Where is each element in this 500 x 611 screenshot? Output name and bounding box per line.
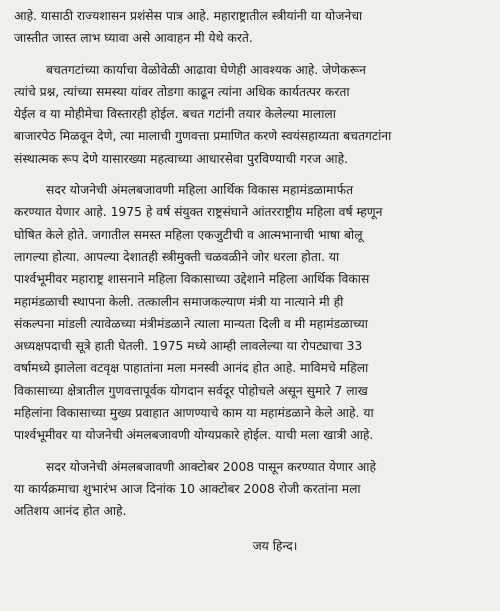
- text-line: अध्यक्षपदाची सूत्रे हाती घेतली. 1975 मध्ये आम्ही लावलेल्या या रोपट्याचा 33: [14, 339, 363, 354]
- text-line: संस्थात्मक रूप देणे यासारख्या महत्वाच्या आधारसेवा पुरविण्याची गरज आहे.: [14, 151, 349, 166]
- paragraph-1: [14, 5, 486, 50]
- text-line: त्यांचे प्रश्न, त्यांच्या समस्या यांवर तोडगा काढून त्यांना अधिक कार्यतत्पर करता: [14, 84, 350, 99]
- paragraph-3: [14, 179, 486, 447]
- text-line: सदर योजनेची अंमलबजावणी आक्टोबर 2008 पासून करण्यात येणार आहे: [46, 459, 377, 474]
- text-line: अतिशय आनंद होत आहे.: [14, 504, 127, 519]
- text-line: पार्श्वभूमीवर महाराष्ट्र शासनाने महिला विकासाच्या उद्देशाने महिला आर्थिक विकास: [14, 272, 370, 287]
- paragraph-4: [14, 456, 486, 523]
- text-line: सदर योजनेची अंमलबजावणी महिला आर्थिक विकास महामंडळामार्फत: [46, 183, 354, 198]
- text-line: बचतगटांच्या कार्याचा वेळोवेळी आढावा घेणेही आवश्यक आहे. जेणेकरून: [46, 62, 366, 77]
- paragraph-2: [14, 59, 486, 170]
- text-line: महामंडळाची स्थापना केली. तत्कालीन समाजकल्याण मंत्री या नात्याने मी ही: [14, 294, 344, 309]
- text-line: या कार्यक्रमाचा शुभारंभ आज दिनांक 10 आक्टोबर 2008 रोजी करतांना मला: [14, 481, 361, 496]
- text-line: करण्यात येणार आहे. 1975 हे वर्ष संयुक्त राष्ट्रसंघाने आंतरराष्ट्रीय महिला वर्ष म्हणून: [14, 205, 383, 220]
- closing-line: जय हिन्द।: [252, 538, 298, 553]
- text-line: आहे. यासाठी राज्यशासन प्रशंसेस पात्र आहे. महाराष्ट्रातील स्त्रीयांनी या योजनेचा: [14, 9, 363, 23]
- text-line: येईल व या मोहीमेचा विस्तारही होईल. बचत गटांनी तयार केलेल्या मालाला: [14, 107, 336, 122]
- text-line: लागल्या होत्या. आपल्या देशातही स्त्रीमुक्ती चळवळीने जोर धरला होता. या: [14, 249, 340, 264]
- text-line: घोषित केले होते. जगातील समस्त महिला एकजुटीची व आत्मभानाची भाषा बोलू: [14, 227, 363, 242]
- text-line: विकासाच्या क्षेत्रातील गुणवत्तापूर्वक योगदान सर्वदूर पोहोचले असून सुमारे 7 लाख: [14, 383, 368, 398]
- text-line: महिलांना विकासाच्या मुख्य प्रवाहात आणण्याचे काम या महामंडळाने केले आहे. या: [14, 406, 374, 421]
- text-line: वर्षामध्ये झालेला वटवृक्ष पाहातांना मला मनस्वी आनंद होत आहे. माविमचे महिला: [14, 361, 369, 376]
- text-line: बाजारपेठ मिळवून देणे, त्या मालाची गुणवत्ता प्रमाणित करणे स्वयंसहाय्यता बचतगटांना: [14, 129, 392, 144]
- text-line: संकल्पना मांडली त्यावेळच्या मंत्रीमंडळाने त्याला मान्यता दिली व मी महामंडळाच्या: [14, 316, 368, 331]
- text-line: जास्तीत जास्त लाभ घ्यावा असे आवाहन मी येथे करते.: [14, 31, 253, 46]
- text-line: पार्श्वभूमीवर या योजनेची अंमलबजावणी योग्यप्रकारे होईल. याची मला खात्री आहे.: [14, 428, 374, 443]
